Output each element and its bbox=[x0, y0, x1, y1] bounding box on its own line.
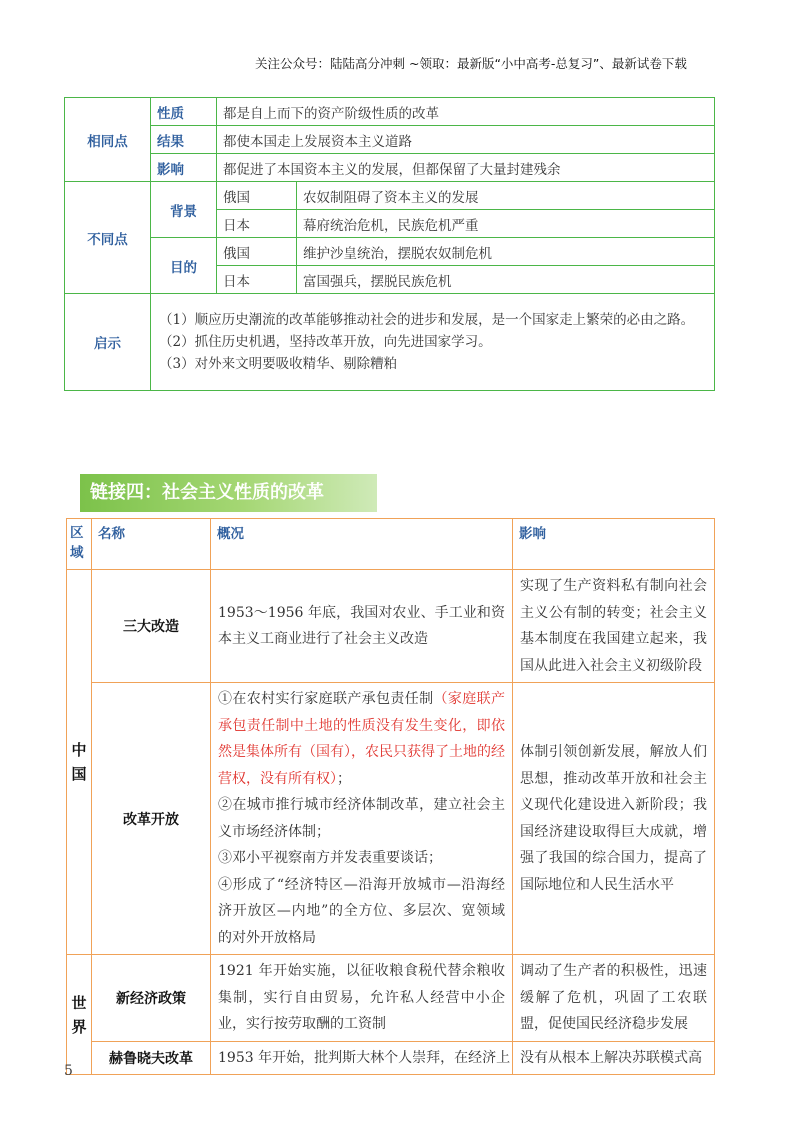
overview-punct: ； bbox=[337, 770, 351, 787]
insight-cell bbox=[151, 294, 715, 391]
overview-item: ②在城市推行城市经济体制改革，建立社会主义市场经济体制； bbox=[218, 797, 505, 840]
country-cell: 日本 bbox=[217, 266, 297, 294]
reform-impact: 没有从根本上解决苏联模式高 bbox=[513, 1041, 715, 1075]
group-label: 背景 bbox=[151, 182, 217, 238]
row-text: 富国强兵，摆脱民族危机 bbox=[297, 266, 715, 294]
header-impact: 影响 bbox=[513, 519, 715, 570]
reform-name: 三大改造 bbox=[92, 570, 211, 683]
row-text: 农奴制阻碍了资本主义的发展 bbox=[297, 182, 715, 210]
overview-item: ①在农村实行家庭联产承包责任制 bbox=[218, 691, 434, 707]
table-row bbox=[67, 955, 715, 1042]
reform-name: 新经济政策 bbox=[92, 955, 211, 1042]
country-cell: 日本 bbox=[217, 210, 297, 238]
row-text: 维护沙皇统治，摆脱农奴制危机 bbox=[297, 238, 715, 266]
table-row bbox=[65, 98, 715, 126]
same-points-label: 相同点 bbox=[65, 98, 151, 182]
row-text: 幕府统治危机，民族危机严重 bbox=[297, 210, 715, 238]
group-label: 目的 bbox=[151, 238, 217, 294]
table-row bbox=[67, 570, 715, 683]
header-name: 名称 bbox=[92, 519, 211, 570]
table-row bbox=[65, 294, 715, 391]
reform-overview: 1953～1956 年底，我国对农业、手工业和资本主义工商业进行了社会主义改造 bbox=[211, 570, 513, 683]
section-title-banner: 链接四：社会主义性质的改革 bbox=[80, 474, 377, 512]
table-row bbox=[65, 238, 715, 266]
table-row bbox=[67, 683, 715, 955]
insight-item: （3）对外来文明要吸收精华、剔除糟粕 bbox=[159, 356, 398, 372]
region-china: 中国 bbox=[67, 570, 92, 955]
overview-item: ④形成了“经济特区—沿海开放城市—沿海经济开放区—内地”的全方位、多层次、宽领域的对外开放格局 bbox=[218, 876, 505, 946]
table-row bbox=[67, 1041, 715, 1075]
overview-item: ③邓小平视察南方并发表重要谈话； bbox=[218, 850, 442, 866]
diff-points-label: 不同点 bbox=[65, 182, 151, 294]
country-cell: 俄国 bbox=[217, 238, 297, 266]
insight-item: （1）顺应历史潮流的改革能够推动社会的进步和发展，是一个国家走上繁荣的必由之路。 bbox=[159, 312, 695, 328]
table-row bbox=[65, 126, 715, 154]
table-row bbox=[65, 182, 715, 210]
reform-overview bbox=[211, 683, 513, 955]
row-text: 都促进了本国资本主义的发展，但都保留了大量封建残余 bbox=[217, 154, 715, 182]
table-header-row bbox=[67, 519, 715, 570]
row-label: 结果 bbox=[151, 126, 217, 154]
row-text: 都是自上而下的资产阶级性质的改革 bbox=[217, 98, 715, 126]
header-region: 区域 bbox=[67, 519, 92, 570]
reform-overview: 1921 年开始实施，以征收粮食税代替余粮收集制，实行自由贸易，允许私人经营中小企业，实行按劳取酬的工资制 bbox=[211, 955, 513, 1042]
region-world: 世界 bbox=[67, 955, 92, 1075]
row-label: 性质 bbox=[151, 98, 217, 126]
overview-note: （家庭联产承包责任制中土地的性质没有发生变化，即依然是集体所有（国有），农民只获得了土地的经营权，没有所有权） bbox=[218, 691, 506, 787]
reform-name: 赫鲁晓夫改革 bbox=[92, 1041, 211, 1075]
reform-table bbox=[66, 518, 715, 1075]
country-cell: 俄国 bbox=[217, 182, 297, 210]
reform-impact: 体制引领创新发展，解放人们思想，推动改革开放和社会主义现代化建设进入新阶段；我国经济建设取得巨大成就，增强了我国的综合国力，提高了国际地位和人民生活水平 bbox=[513, 683, 715, 955]
insight-item: （2）抓住历史机遇，坚持改革开放，向先进国家学习。 bbox=[159, 334, 492, 350]
table-row bbox=[65, 154, 715, 182]
reform-overview: 1953 年开始，批判斯大林个人崇拜，在经济上 bbox=[211, 1041, 513, 1075]
page-header: 关注公众号：陆陆高分冲刺 ~领取：最新版“小中高考-总复习”、最新试卷下载 bbox=[255, 56, 687, 71]
row-text: 都使本国走上发展资本主义道路 bbox=[217, 126, 715, 154]
page-number: 5 bbox=[64, 1063, 73, 1079]
header-overview: 概况 bbox=[211, 519, 513, 570]
reform-impact: 实现了生产资料私有制向社会主义公有制的转变；社会主义基本制度在我国建立起来，我国从此进入社会主义初级阶段 bbox=[513, 570, 715, 683]
row-label: 影响 bbox=[151, 154, 217, 182]
comparison-table bbox=[64, 97, 715, 391]
insight-label: 启示 bbox=[65, 294, 151, 391]
reform-name: 改革开放 bbox=[92, 683, 211, 955]
reform-impact: 调动了生产者的积极性，迅速缓解了危机，巩固了工农联盟，促使国民经济稳步发展 bbox=[513, 955, 715, 1042]
